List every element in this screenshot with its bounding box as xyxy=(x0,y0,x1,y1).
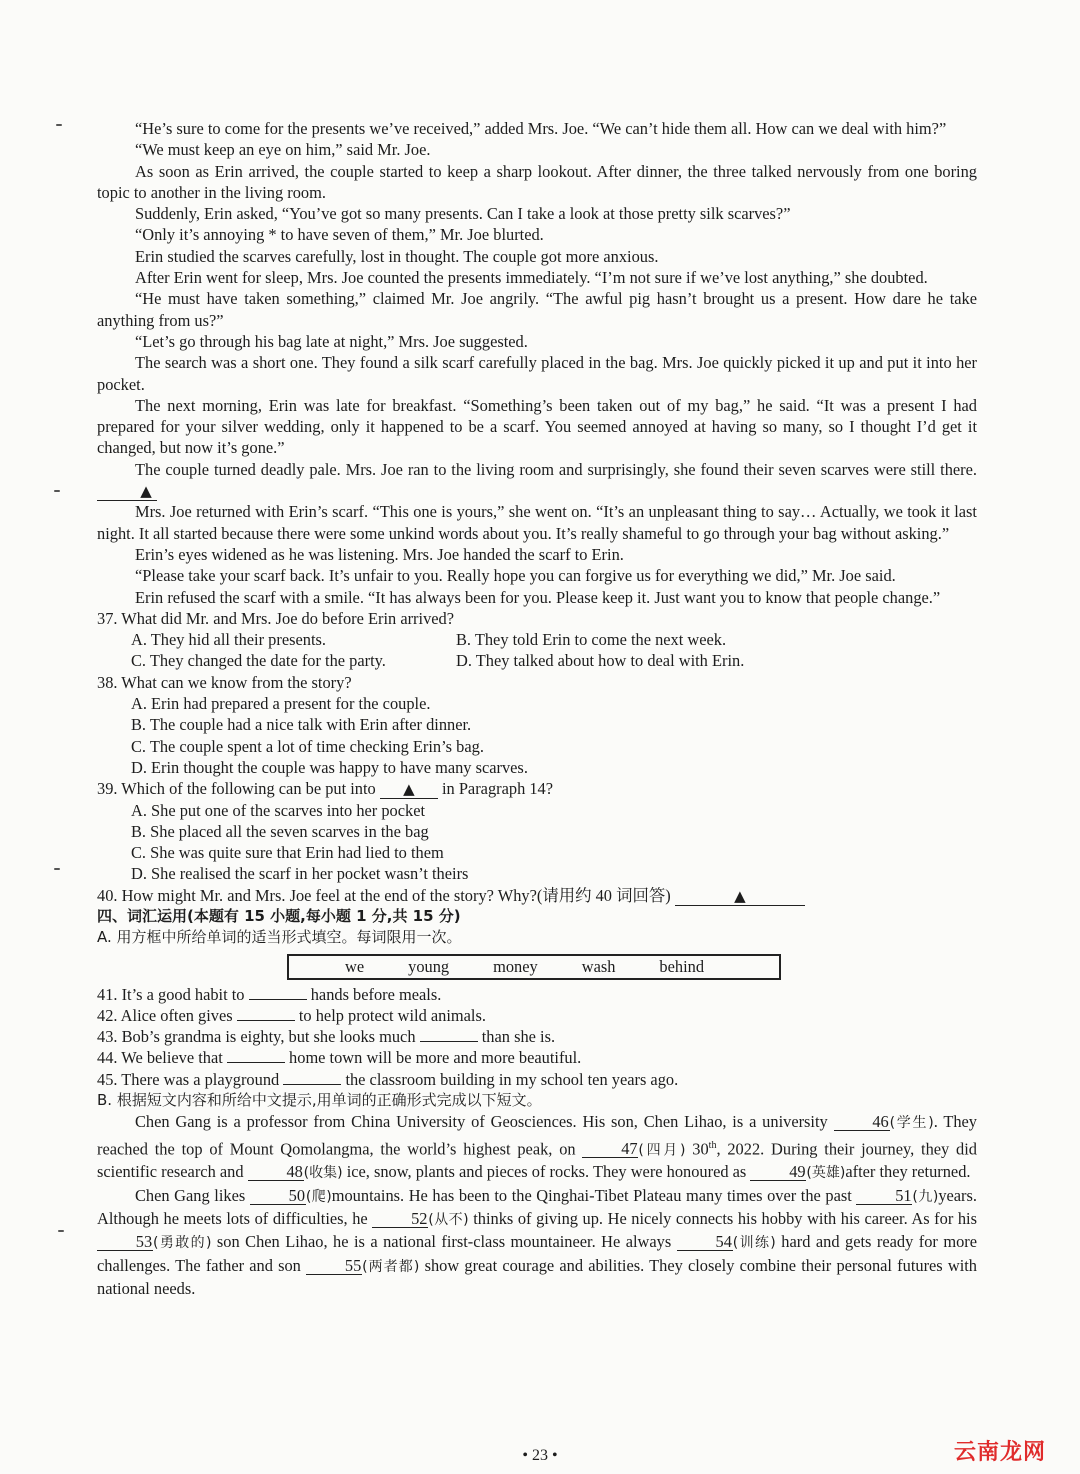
story-paragraph: After Erin went for sleep, Mrs. Joe counted the presents immediately. “I’m not sure if we’ve lost anything,” she doubted. xyxy=(135,268,928,288)
word-box-item: wash xyxy=(581,956,616,976)
question-40-answer-blank[interactable] xyxy=(675,887,805,906)
option-d[interactable]: D. They talked about how to deal with Erin. xyxy=(456,651,745,671)
option-b[interactable]: B. The couple had a nice talk with Erin after dinner. xyxy=(131,715,472,735)
scan-speck xyxy=(56,124,62,126)
answer-blank[interactable] xyxy=(283,1084,341,1085)
answer-blank[interactable] xyxy=(237,1020,295,1021)
story-paragraph: The search was a short one. They found a silk scarf carefully placed in the bag. Mrs. Joe quickly picked it up and put it into her pocket. xyxy=(97,353,977,394)
item-41: 41. It’s a good habit to hands before meals. xyxy=(97,984,442,1004)
hint-54: (训练) xyxy=(732,1235,776,1252)
story-text xyxy=(97,118,977,608)
question-stem: 38. What can we know from the story? xyxy=(97,672,352,692)
story-paragraph: Erin refused the scarf with a smile. “It has always been for you. Please keep it. Just want you to know that people change.” xyxy=(135,587,941,607)
story-paragraph: “Please take your scarf back. It’s unfair to you. Really hope you can forgive us for everything we did,” Mr. Joe said. xyxy=(135,566,896,586)
hint-47: (四月) xyxy=(638,1142,686,1159)
option-a[interactable]: A. She put one of the scarves into her pocket xyxy=(131,800,426,820)
question-stem: 39. Which of the following can be put into ▲ in Paragraph 14? xyxy=(97,779,554,799)
hint-55: (两者都) xyxy=(362,1258,420,1275)
answer-blank[interactable] xyxy=(227,1062,285,1063)
story-paragraph: Erin studied the scarves carefully, lost in thought. The couple got more anxious. xyxy=(135,246,659,266)
story-paragraph: “Let’s go through his bag late at night,” Mrs. Joe suggested. xyxy=(135,331,528,351)
option-a[interactable]: A. They hid all their presents. xyxy=(131,630,326,650)
word-box-item: we xyxy=(345,956,365,976)
item-42: 42. Alice often gives to help protect wild animals. xyxy=(97,1005,486,1025)
section-title: 四、词汇运用(本题有 15 小题,每小题 1 分,共 15 分) xyxy=(97,906,461,925)
question-stem: 37. What did Mr. and Mrs. Joe do before Erin arrived? xyxy=(97,608,455,628)
question-38 xyxy=(97,672,977,778)
page-number: • 23 • xyxy=(522,1447,558,1464)
question-40: 40. How might Mr. and Mrs. Joe feel at the end of the story? Why?(请用约 40 词回答) ▲ xyxy=(97,885,977,906)
option-c[interactable]: C. The couple spent a lot of time checking Erin’s bag. xyxy=(131,736,484,756)
story-paragraph: “We must keep an eye on him,” said Mr. Joe. xyxy=(135,140,431,160)
part-a-instructions: A. 用方框中所给单词的适当形式填空。每词限用一次。 xyxy=(97,928,462,947)
blank-47[interactable]: 47 xyxy=(582,1140,638,1158)
blank-50[interactable]: 50 xyxy=(250,1187,306,1205)
story-paragraph: “He must have taken something,” claimed Mr. Joe angrily. “The awful pig hasn’t brought us a present. How dare he take anything from us?” xyxy=(97,289,977,330)
word-box-item: money xyxy=(493,956,538,976)
option-d[interactable]: D. She realised the scarf in her pocket wasn’t theirs xyxy=(131,864,469,884)
answer-blank[interactable] xyxy=(249,999,307,1000)
passage-b-paragraph-2: Chen Gang likes 50(爬)mountains. He has been to the Qinghai-Tibet Plateau many times over the past 51(九)years. Although he meets lots of difficulties, he 52(从不) thinks of giving up. He nicely connects his hobby with his career. As for his 53(勇敢的) son Chen Lihao, he is a national first-class mountaineer. He always 54(训练) hard and gets ready for more challenges. The father and son 55(两者都) show great courage and abilities. They closely combine their personal futures with national needs. xyxy=(97,1185,978,1298)
story-paragraph: As soon as Erin arrived, the couple started to keep a sharp lookout. After dinner, the three talked nervously from one boring topic to another in the living room. xyxy=(97,161,977,202)
option-c[interactable]: C. They changed the date for the party. xyxy=(131,651,386,671)
hint-49: (英雄) xyxy=(806,1165,846,1182)
triangle-icon: ▲ xyxy=(140,482,152,501)
triangle-icon: ▲ xyxy=(403,780,415,799)
triangle-icon: ▲ xyxy=(734,886,746,905)
passage-b-paragraph-1: Chen Gang is a professor from China University of Geosciences. His son, Chen Lihao, is a university 46(学生). They reached the top of Mount Qomolangma, the world’s highest peak, on 47(四月) 30th, 2022. During their journey, they did scientific research and 48(收集) ice, snow, plants and pieces of rocks. They were honoured as 49(英雄)after they returned. xyxy=(97,1112,977,1182)
option-d[interactable]: D. Erin thought the couple was happy to have many scarves. xyxy=(131,757,528,777)
scan-speck xyxy=(58,1230,64,1232)
scan-speck xyxy=(54,868,60,870)
blank-53[interactable]: 53 xyxy=(97,1233,153,1251)
paragraph-14: The couple turned deadly pale. Mrs. Joe ran to the living room and surprisingly, she found their seven scarves were still there. ▲ xyxy=(97,459,977,502)
question-37 xyxy=(97,608,977,672)
story-paragraph: Mrs. Joe returned with Erin’s scarf. “This one is yours,” she went on. “It’s an unpleasant thing to say… Actually, we took it last night. It all started because there were some unkind words about you. It’s really shameful to go through your bag without asking.” xyxy=(97,502,977,543)
hint-52: (从不) xyxy=(428,1212,469,1229)
blank-55[interactable]: 55 xyxy=(306,1257,362,1275)
story-paragraph: “Only it’s annoying * to have seven of them,” Mr. Joe blurted. xyxy=(135,225,544,245)
option-b[interactable]: B. They told Erin to come the next week. xyxy=(456,630,727,650)
blank-48[interactable]: 48 xyxy=(248,1163,304,1181)
hint-46: (学生) xyxy=(889,1115,934,1132)
hint-53: (勇敢的) xyxy=(153,1235,212,1252)
blank-51[interactable]: 51 xyxy=(856,1187,912,1205)
option-b[interactable]: B. She placed all the seven scarves in the bag xyxy=(131,821,429,841)
option-a[interactable]: A. Erin had prepared a present for the couple. xyxy=(131,694,431,714)
item-44: 44. We believe that home town will be more and more beautiful. xyxy=(97,1048,582,1068)
word-box-item: young xyxy=(408,956,450,976)
part-b-instructions: B. 根据短文内容和所给中文提示,用单词的正确形式完成以下短文。 xyxy=(97,1091,542,1110)
question-39 xyxy=(97,778,977,884)
answer-blank[interactable] xyxy=(420,1041,478,1042)
story-paragraph: Suddenly, Erin asked, “You’ve got so many presents. Can I take a look at those pretty silk scarves?” xyxy=(135,204,791,224)
item-43: 43. Bob’s grandma is eighty, but she looks much than she is. xyxy=(97,1027,556,1047)
word-box xyxy=(287,954,781,980)
blank-52[interactable]: 52 xyxy=(372,1210,428,1228)
paragraph-14-blank[interactable] xyxy=(97,482,157,501)
word-box-item: behind xyxy=(659,956,705,976)
hint-50: (爬) xyxy=(305,1188,332,1205)
story-paragraph: The next morning, Erin was late for breakfast. “Something’s been taken out of my bag,” he said. “It was a present I had prepared for your silver wedding, only it happened to be a scarf. You seemed annoyed at having so many, so I thought I’d get it changed, but now it’s gone.” xyxy=(97,395,977,458)
hint-48: (收集) xyxy=(303,1165,343,1182)
hint-51: (九) xyxy=(912,1188,939,1205)
blank-54[interactable]: 54 xyxy=(677,1233,733,1251)
story-paragraph: “He’s sure to come for the presents we’ve received,” added Mrs. Joe. “We can’t hide them all. How can we deal with him?” xyxy=(135,119,947,138)
item-45: 45. There was a playground the classroom building in my school ten years ago. xyxy=(97,1069,679,1089)
story-paragraph: Erin’s eyes widened as he was listening. Mrs. Joe handed the scarf to Erin. xyxy=(135,544,624,564)
scan-speck xyxy=(54,490,60,492)
question-39-blank xyxy=(380,780,438,799)
blank-46[interactable]: 46 xyxy=(834,1113,890,1131)
blank-49[interactable]: 49 xyxy=(750,1163,806,1181)
option-c[interactable]: C. She was quite sure that Erin had lied to them xyxy=(131,843,444,863)
watermark-logo: 云南龙网 xyxy=(953,1440,1046,1465)
exam-page xyxy=(97,118,977,1299)
